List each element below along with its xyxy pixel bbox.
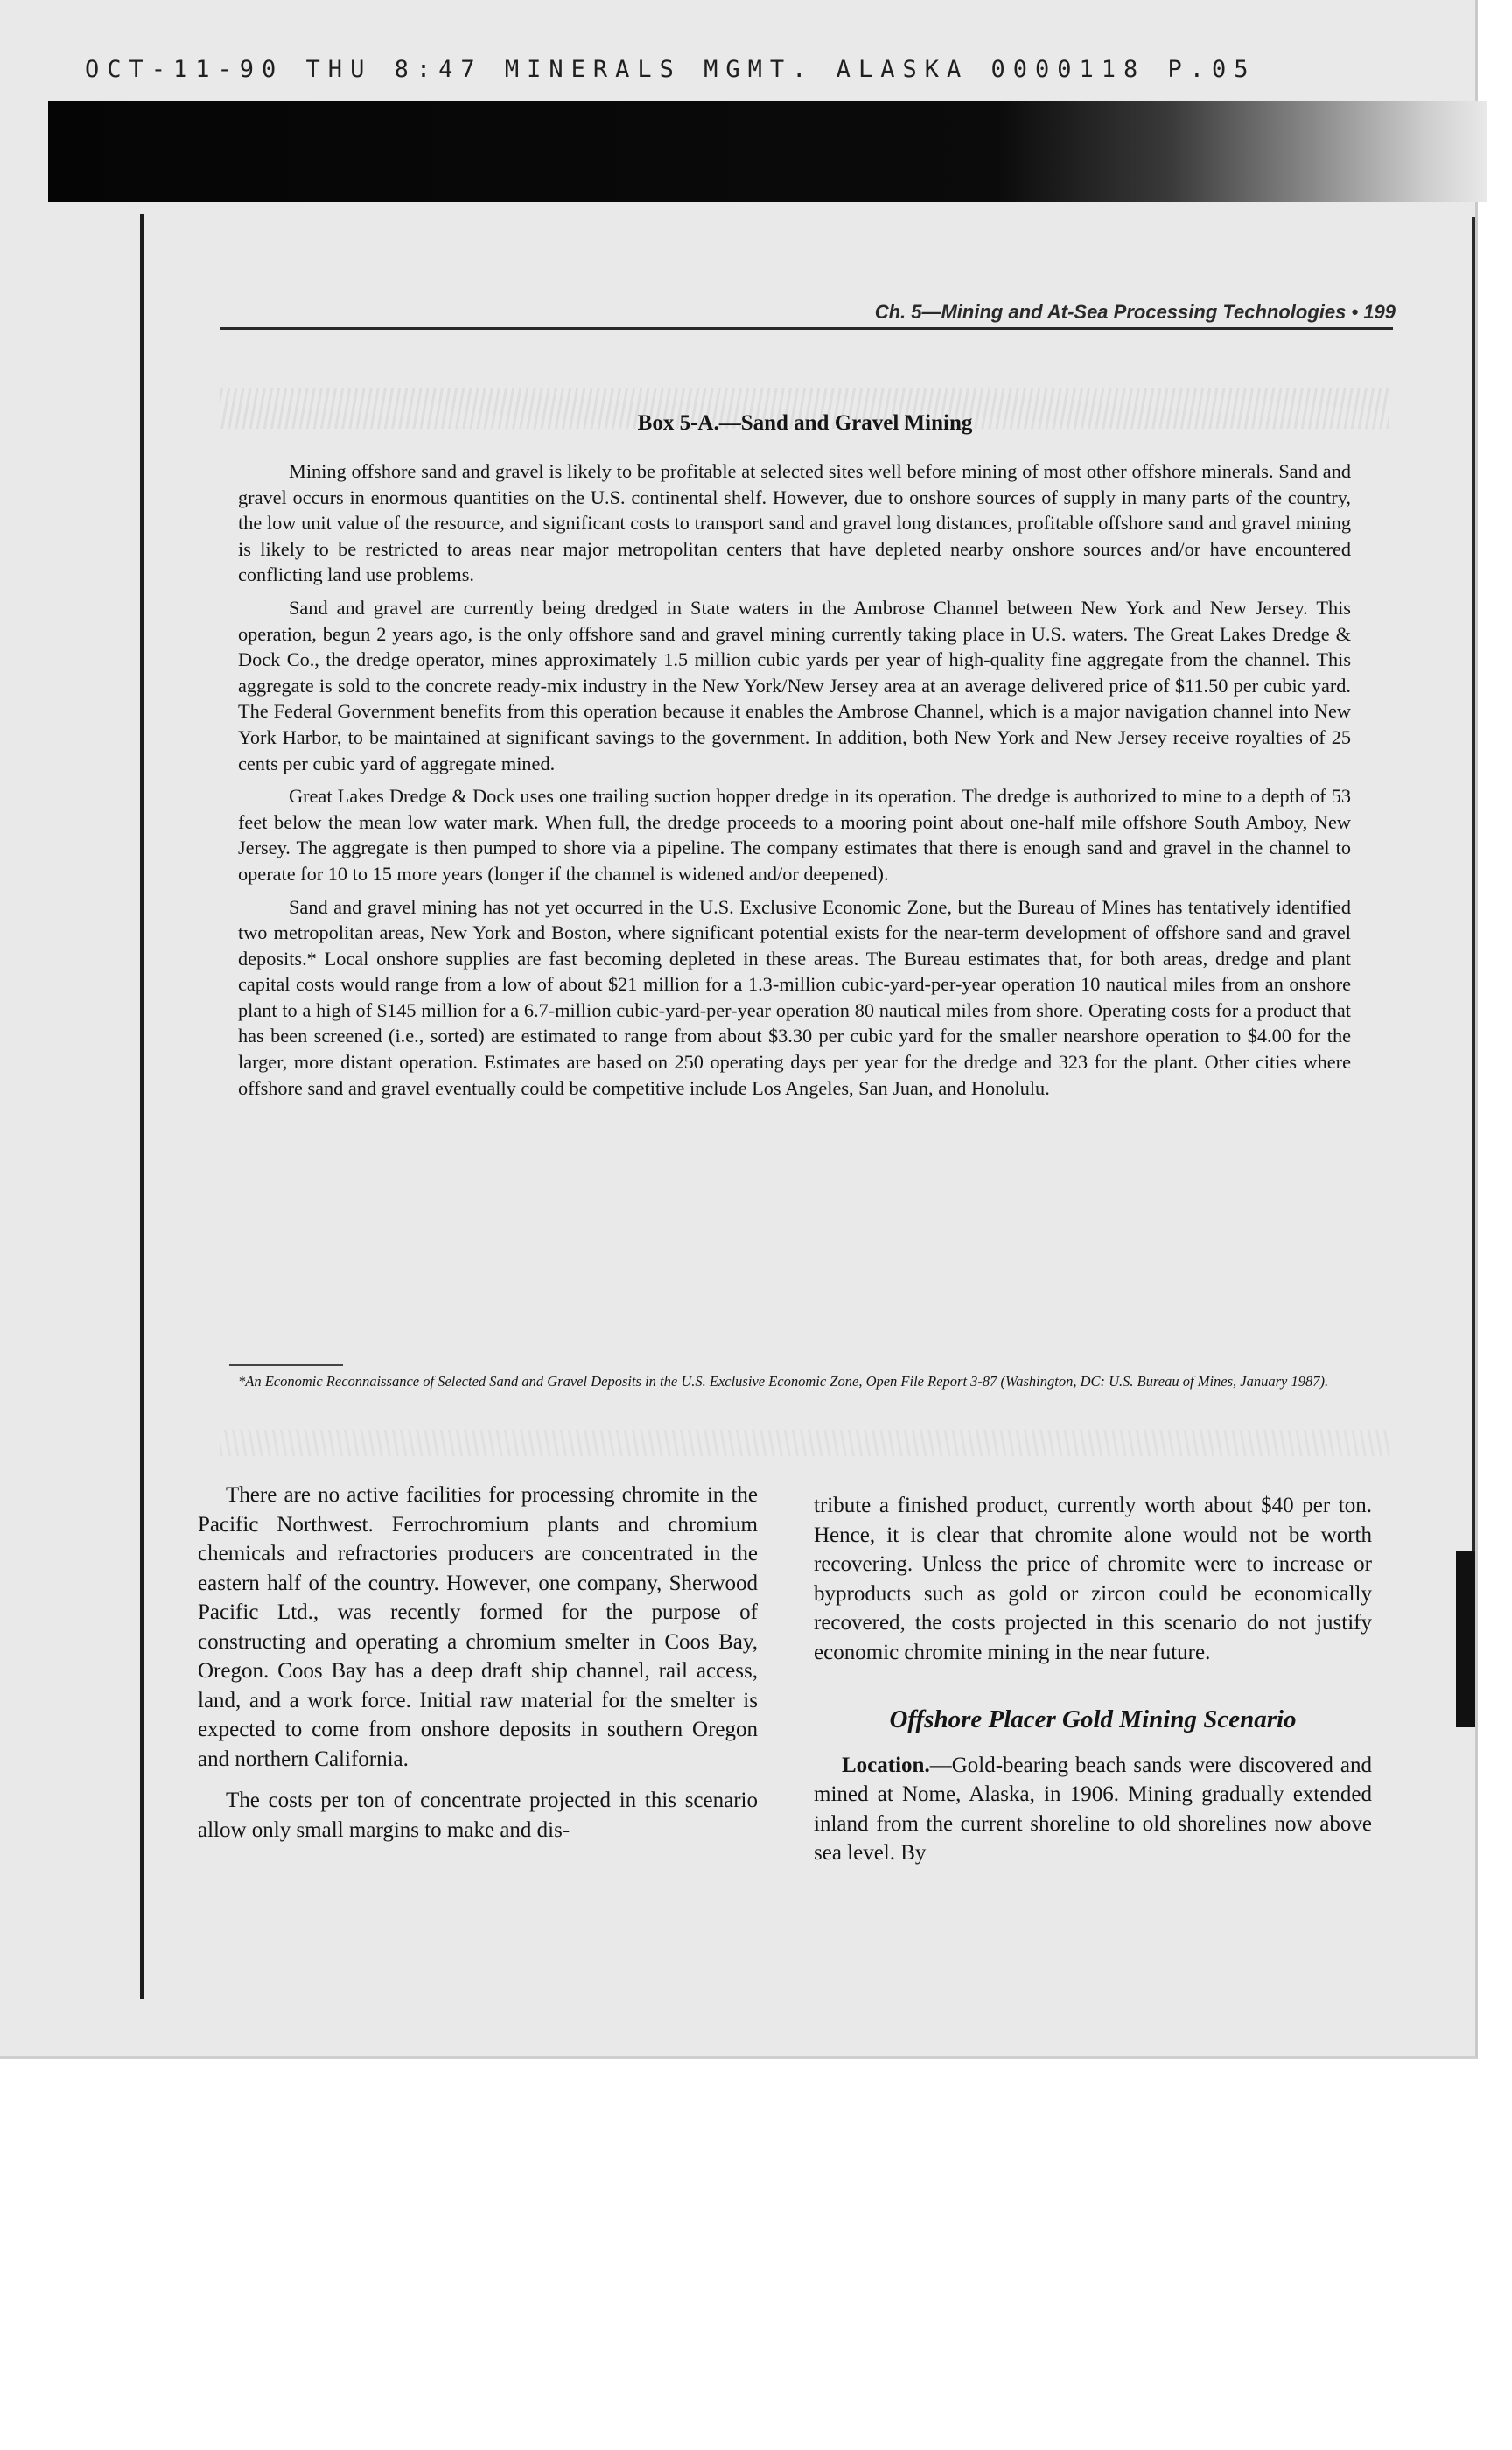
running-head: Ch. 5—Mining and At-Sea Processing Technologies • 199 xyxy=(874,301,1396,323)
left-margin-line xyxy=(140,214,144,1999)
body-paragraph xyxy=(814,1751,1372,1868)
right-margin-line xyxy=(1472,217,1475,1661)
edge-mark xyxy=(1456,1550,1475,1727)
body-paragraph: The costs per ton of concentrate projected in this scenario allow only small margins to make and dis- xyxy=(198,1788,758,1842)
right-column xyxy=(814,1491,1372,1880)
box-bottom-shading xyxy=(220,1430,1390,1456)
fax-transmission-band xyxy=(48,101,1488,202)
paragraph-text: —Gold-bearing beach sands were discovered and mined at Nome, Alaska, in 1906. Mining gradually extended inland from the current shoreline to old shorelines now above sea level. By xyxy=(814,1753,1372,1865)
left-column xyxy=(198,1480,758,1857)
body-paragraph: tribute a finished product, currently worth about $40 per ton. Hence, it is clear that chromite alone would not be worth recovering. Unless the price of chromite were to increase or byproducts such as gold or zircon could be economically recovered, the costs projected in this scenario do not justify economic chromite mining in the near future. xyxy=(814,1494,1372,1664)
box-paragraph: Great Lakes Dredge & Dock uses one trailing suction hopper dredge in its operation. The dredge is authorized to mine to a depth of 53 feet below the mean low water mark. When full, the dredge proceeds to a mooring point about one-half mile offshore South Amboy, New Jersey. The aggregate is then pumped to shore via a pipeline. The company estimates that there is enough sand and gravel in the channel to operate for 10 to 15 more years (longer if the channel is widened and/or deepened). xyxy=(238,785,1351,885)
box-body xyxy=(238,458,1351,1108)
body-paragraph: There are no active facilities for processing chromite in the Pacific Northwest. Ferrochromium plants and chromium chemicals and refractories producers are concentrated in the eastern half of the country. However, one company, Sherwood Pacific Ltd., was recently formed for the purpose of constructing and operating a chromium smelter in Coos Bay, Oregon. Coos Bay has a deep draft ship channel, rail access, land, and a work force. Initial raw material for the smelter is expected to come from onshore deposits in southern Oregon and northern California. xyxy=(198,1483,758,1771)
section-heading: Offshore Placer Gold Mining Scenario xyxy=(889,1705,1297,1733)
running-head-rule xyxy=(220,327,1393,330)
box-title: Box 5-A.—Sand and Gravel Mining xyxy=(637,411,973,435)
box-paragraph: Mining offshore sand and gravel is likely to be profitable at selected sites well before mining of most other offshore minerals. Sand and gravel occurs in enormous quantities on the U.S. continental shelf. However, due to onshore sources of supply in many parts of the country, the low unit value of the resource, and significant costs to transport sand and gravel long distances, profitable offshore sand and gravel mining is likely to be restricted to areas near major metropolitan centers that have depleted nearby onshore sources and/or have encountered conflicting land use problems. xyxy=(238,460,1351,586)
box-footnote: *An Economic Reconnaissance of Selected Sand and Gravel Deposits in the U.S. Exclusive Economic Zone, Open File Report 3-87 (Washington, DC: U.S. Bureau of Mines, January 1987). xyxy=(238,1373,1329,1390)
fax-header: OCT-11-90 THU 8:47 MINERALS MGMT. ALASKA 0000118 P.05 xyxy=(85,56,1256,83)
run-in-heading: Location. xyxy=(842,1753,930,1777)
box-paragraph: Sand and gravel are currently being dredged in State waters in the Ambrose Channel between New York and New Jersey. This operation, begun 2 years ago, is the only offshore sand and gravel mining currently taking place in U.S. waters. The Great Lakes Dredge & Dock Co., the dredge operator, mines approximately 1.5 million cubic yards per year of high-quality fine aggregate from the channel. This aggregate is sold to the concrete ready-mix industry in the New York/New Jersey area at an average delivered price of $11.50 per cubic yard. The Federal Government benefits from this operation because it enables the Ambrose Channel, which is a major navigation channel into New York Harbor, to be maintained at significant savings to the government. In addition, both New York and New Jersey receive royalties of 25 cents per cubic yard of aggregate mined. xyxy=(238,596,1351,774)
footnote-rule xyxy=(229,1364,343,1366)
box-paragraph: Sand and gravel mining has not yet occurred in the U.S. Exclusive Economic Zone, but the Bureau of Mines has tentatively identified two metropolitan areas, New York and Boston, where significant potential exists for the near-term development of offshore sand and gravel deposits.* Local onshore supplies are fast becoming depleted in these areas. The Bureau estimates that, for both areas, dredge and plant capital costs would range from a low of about $21 million for a 1.3-million cubic-yard-per-year operation 10 nautical miles from an onshore plant to a high of $145 million for a 6.7-million cubic-yard-per-year operation 80 nautical miles from shore. Operating costs for a product that has been screened (i.e., sorted) are estimated to range from about $3.30 per cubic yard for the smaller nearshore operation to $4.00 for the larger, more distant operation. Estimates are based on 250 operating days per year for the dredge and 323 for the plant. Other cities where offshore sand and gravel eventually could be competitive include Los Angeles, San Juan, and Honolulu. xyxy=(238,895,1351,1099)
